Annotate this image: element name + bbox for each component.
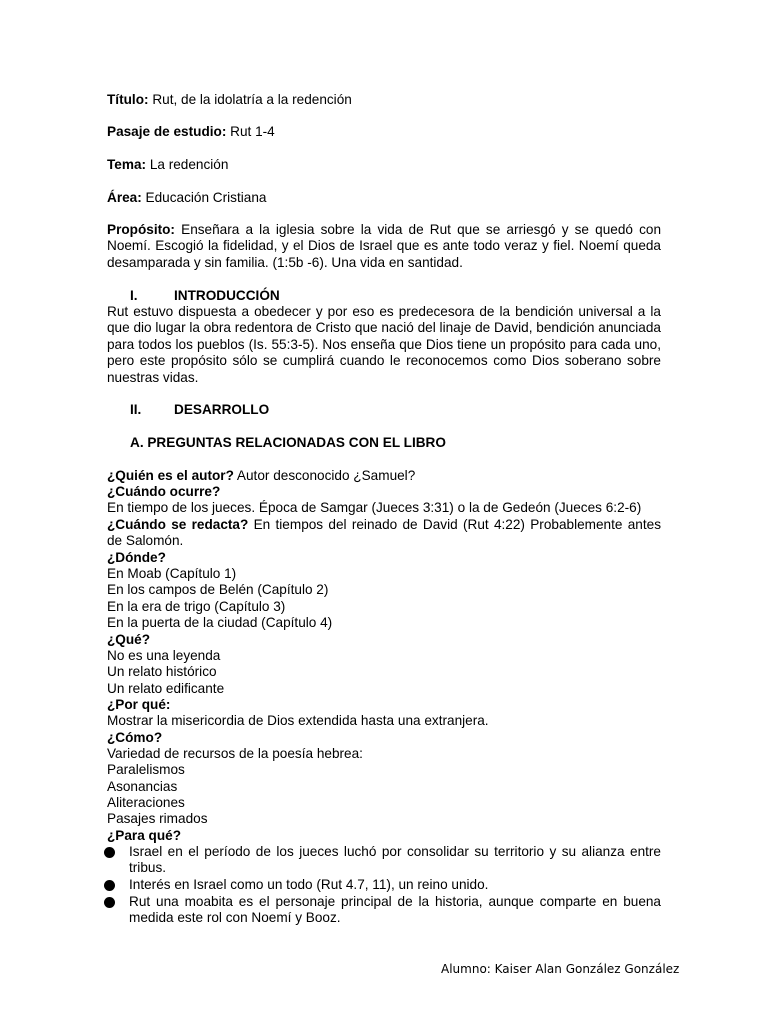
bullet-item — [104, 877, 661, 894]
paraque-question: ¿Para qué? — [107, 828, 182, 843]
proposito-paragraph — [107, 222, 661, 271]
donde-item: En Moab (Capítulo 1) — [107, 566, 237, 581]
redacta-answer: En tiempos del reinado de David (Rut 4:22) Probablemente antes de Salomón. — [107, 517, 661, 549]
bullet-dot-icon — [104, 880, 115, 891]
porque-question: ¿Por qué: — [107, 697, 171, 712]
area-line — [107, 190, 266, 206]
introduccion-heading: INTRODUCCIÓN — [174, 288, 280, 303]
como-item: Variedad de recursos de la poesía hebrea: — [107, 746, 363, 761]
footer-student-name: Alumno: Kaiser Alan González González — [441, 962, 680, 976]
desarrollo-heading: DESARROLLO — [174, 402, 270, 417]
bullet-text: Interés en Israel como un todo (Rut 4.7, 11), un reino unido. — [129, 877, 489, 892]
que-item: Un relato histórico — [107, 664, 217, 679]
donde-item: En la era de trigo (Capítulo 3) — [107, 599, 286, 614]
area-label: Área: — [107, 190, 142, 205]
tema-line — [107, 157, 228, 173]
desarrollo-number: II. — [130, 402, 142, 417]
bullet-item — [104, 894, 661, 927]
que-question: ¿Qué? — [107, 632, 151, 647]
titulo-line — [107, 92, 352, 108]
redacta-paragraph — [107, 517, 661, 550]
autor-question: ¿Quién es el autor? — [107, 468, 234, 483]
introduccion-number: I. — [130, 288, 138, 303]
cuando-question: ¿Cuándo ocurre? — [107, 484, 221, 499]
bullet-text: Israel en el período de los jueces luchó por consolidar su territorio y su alianza entre tribus. — [129, 844, 661, 876]
redacta-question: ¿Cuándo se redacta? — [107, 517, 249, 532]
autor-line — [107, 468, 415, 484]
proposito-text: Enseñara a la iglesia sobre la vida de Rut que se arriesgó y se quedó con Noemí. Escogió la fidelidad, y el Dios de Israel que es ante todo veraz y fiel. Noemí queda desamparada y sin familia. (1:5b -6). Una vida en santidad. — [107, 222, 662, 270]
pasaje-line — [107, 124, 275, 140]
donde-item: En los campos de Belén (Capítulo 2) — [107, 582, 329, 597]
como-item: Asonancias — [107, 779, 178, 794]
que-item: No es una leyenda — [107, 648, 221, 663]
como-item: Aliteraciones — [107, 795, 185, 810]
como-item: Pasajes rimados — [107, 811, 208, 826]
titulo-value: Rut, de la idolatría a la redención — [152, 92, 352, 107]
bullet-item — [104, 844, 661, 877]
subsection-heading: A. PREGUNTAS RELACIONADAS CON EL LIBRO — [130, 435, 446, 450]
pasaje-value: Rut 1-4 — [230, 124, 275, 139]
donde-item: En la puerta de la ciudad (Capítulo 4) — [107, 615, 333, 630]
donde-question: ¿Dónde? — [107, 550, 166, 565]
como-item: Paralelismos — [107, 762, 185, 777]
tema-label: Tema: — [107, 157, 147, 172]
que-item: Un relato edificante — [107, 681, 225, 696]
area-value: Educación Cristiana — [145, 190, 267, 205]
cuando-answer: En tiempo de los jueces. Época de Samgar (Jueces 3:31) o la de Gedeón (Jueces 6:2-6) — [107, 500, 642, 515]
introduccion-paragraph: Rut estuvo dispuesta a obedecer y por eso es predecesora de la bendición universal a la que dio lugar la obra redentora de Cristo que nació del linaje de David, bendición anunciada para todos los pueblos (Is. 55:3-5). Nos enseña que Dios tiene un propósito para cada uno, pero este propósito sólo se cumplirá cuando le reconocemos como Dios soberano sobre nuestras vidas. — [107, 304, 661, 385]
proposito-label: Propósito: — [107, 222, 175, 237]
titulo-label: Título: — [107, 92, 149, 107]
bullet-dot-icon — [104, 897, 115, 908]
tema-value: La redención — [149, 157, 229, 172]
porque-answer: Mostrar la misericordia de Dios extendida hasta una extranjera. — [107, 713, 489, 728]
autor-answer: Autor desconocido ¿Samuel? — [233, 468, 416, 483]
como-question: ¿Cómo? — [107, 730, 163, 745]
bullet-text: Rut una moabita es el personaje principal de la historia, aunque comparte en buena medida este rol con Noemí y Booz. — [129, 894, 661, 926]
pasaje-label: Pasaje de estudio: — [107, 124, 227, 139]
bullet-dot-icon — [104, 847, 115, 858]
